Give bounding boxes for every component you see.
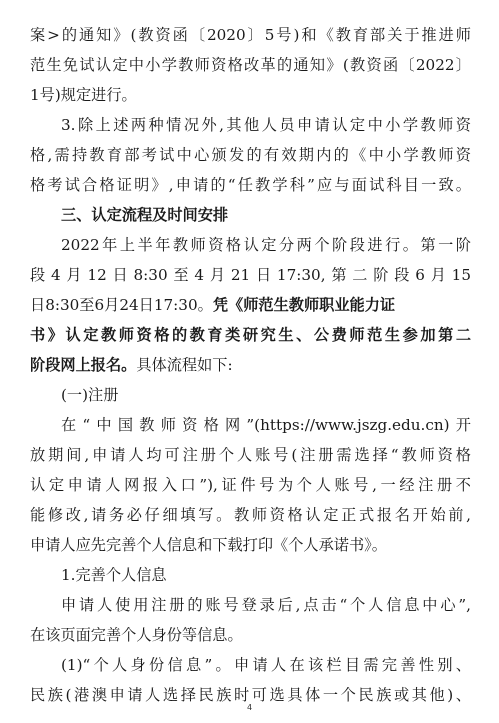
page-number: 4 — [246, 703, 253, 712]
subsection-heading: (一)注册 — [61, 386, 119, 404]
body-text-line: 民族(港澳申请人选择民族时可选具体一个民族或其他)、 — [30, 686, 471, 704]
body-text-line: 在“中国教师资格网”(https://www.jszg.edu.cn)开 — [61, 416, 471, 434]
body-text-line: 认定申请人网报入口”),证件号为个人账号,一经注册不 — [30, 476, 471, 494]
bold-text-segment: 凭《师范生教师职业能力证 — [212, 296, 396, 314]
body-text-line: 格考试合格证明》,申请的“任教学科”应与面试科目一致。 — [30, 176, 471, 194]
body-text-line: 格,需持教育部考试中心颁发的有效期内的《中小学教师资 — [30, 146, 471, 164]
text-segment: 日8:30至6月24日17:30。 — [30, 296, 213, 314]
body-text-line: 申请人使用注册的账号登录后,点击“个人信息中心”, — [61, 596, 471, 614]
bold-text-line: 书》认定教师资格的教育类研究生、公费师范生参加第二 — [30, 326, 471, 344]
body-text-line: 3.除上述两种情况外,其他人员申请认定中小学教师资 — [61, 116, 471, 134]
body-text-line: 放期间,申请人均可注册个人账号(注册需选择“教师资格 — [30, 446, 471, 464]
body-text-line: 在该页面完善个人身份等信息。 — [30, 626, 243, 644]
body-text-line — [30, 290, 471, 320]
item-heading: 1.完善个人信息 — [61, 566, 167, 584]
body-text-line: 申请人应先完善个人信息和下载打印《个人承诺书》。 — [30, 536, 387, 554]
body-text-line: 1号)规定进行。 — [30, 86, 137, 104]
body-text-line: 范生免试认定中小学教师资格改革的通知》(教资函〔2022〕 — [30, 56, 471, 74]
body-text-line: (1)“个人身份信息”。申请人在该栏目需完善性别、 — [61, 656, 471, 674]
body-text-line: 2022年上半年教师资格认定分两个阶段进行。第一阶 — [61, 236, 471, 254]
body-text-line: 能修改,请务必仔细填写。教师资格认定正式报名开始前, — [30, 506, 471, 524]
bold-text-segment: 阶段网上报名。 — [30, 356, 137, 374]
text-segment: 具体流程如下: — [136, 356, 233, 374]
section-heading: 三、认定流程及时间安排 — [61, 206, 229, 224]
body-text-line: 段4月12日8:30至4月21日17:30,第二阶段6月15 — [30, 266, 471, 284]
document-page — [30, 20, 471, 710]
body-text-line: 案>的通知》(教资函〔2020〕5号)和《教育部关于推进师 — [30, 26, 471, 44]
body-text-line — [30, 350, 471, 380]
